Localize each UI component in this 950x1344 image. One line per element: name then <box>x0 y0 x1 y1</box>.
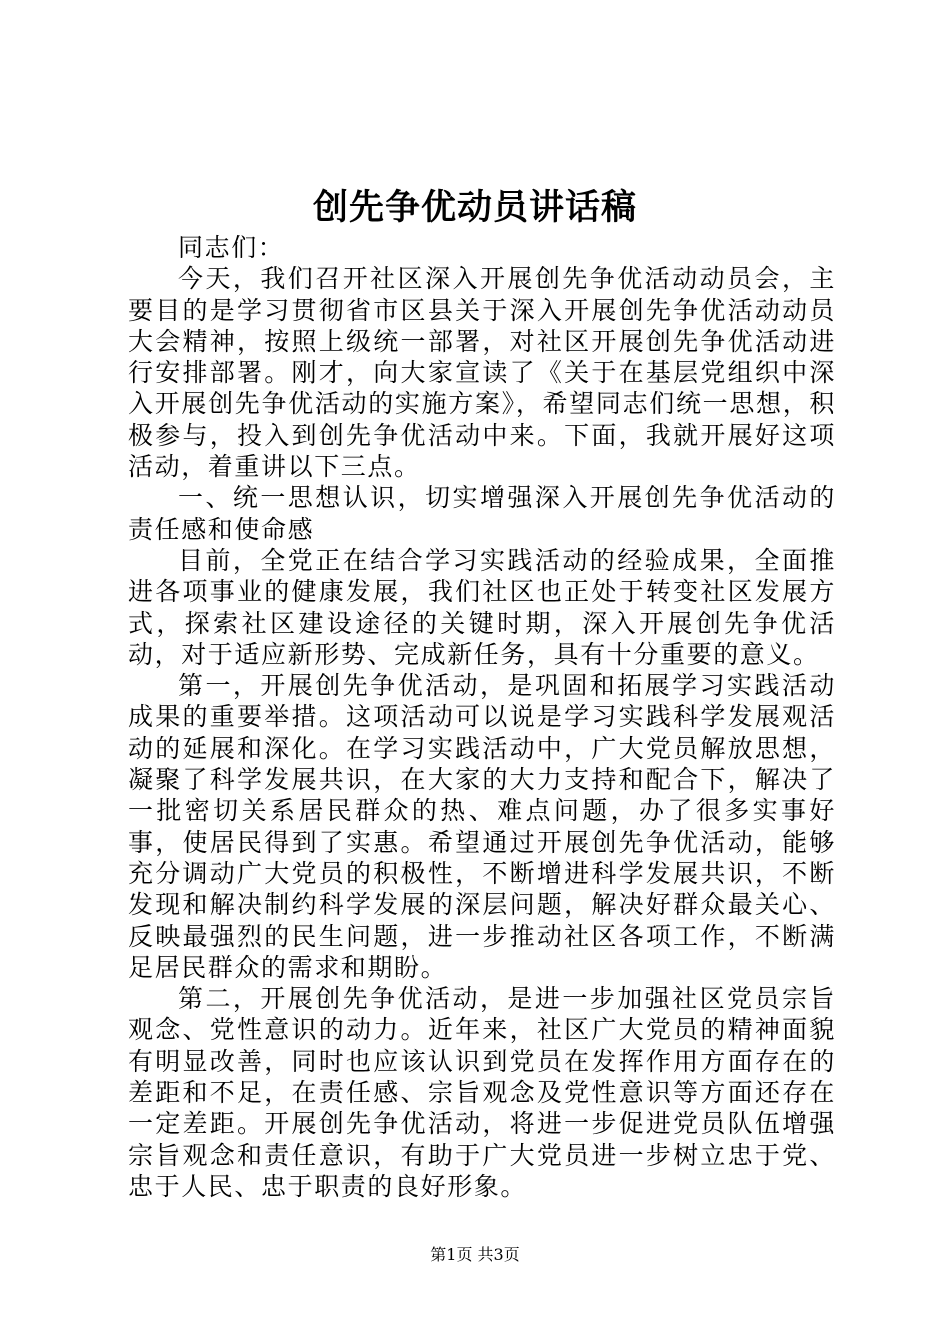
paragraph-point-2: 第二，开展创先争优活动，是进一步加强社区党员宗旨观念、党性意识的动力。近年来，社区广大党员的精神面貌有明显改善，同时也应该认识到党员在发挥作用方面存在的差距和不足，在责任感、宗旨观念及党性意识等方面还存在一定差距。开展创先争优活动，将进一步促进党员队伍增强宗旨观念和责任意识，有助于广大党员进一步树立忠于党、忠于人民、忠于职责的良好形象。 <box>128 984 836 1201</box>
paragraph-intro: 今天，我们召开社区深入开展创先争优活动动员会，主要目的是学习贯彻省市区县关于深入开展创先争优活动动员大会精神，按照上级统一部署，对社区开展创先争优活动进行安排部署。刚才，向大家宣读了《关于在基层党组织中深入开展创先争优活动的实施方案》，希望同志们统一思想，积极参与，投入到创先争优活动中来。下面，我就开展好这项活动，着重讲以下三点。 <box>128 264 836 482</box>
paragraph-context: 目前，全党正在结合学习实践活动的经验成果，全面推进各项事业的健康发展，我们社区也正处于转变社区发展方式，探索社区建设途径的关键时期，深入开展创先争优活动，对于适应新形势、完成新任务，具有十分重要的意义。 <box>128 545 836 669</box>
page-number-footer: 第1页 共3页 <box>430 1245 520 1264</box>
document-title: 创先争优动员讲话稿 <box>312 187 637 228</box>
paragraph-point-1: 第一，开展创先争优活动，是巩固和拓展学习实践活动成果的重要举措。这项活动可以说是学习实践科学发展观活动的延展和深化。在学习实践活动中，广大党员解放思想，凝聚了科学发展共识，在大家的大力支持和配合下，解决了一批密切关系居民群众的热、难点问题，办了很多实事好事，使居民得到了实惠。希望通过开展创先争优活动，能够充分调动广大党员的积极性，不断增进科学发展共识，不断发现和解决制约科学发展的深层问题，解决好群众最关心、反映最强烈的民生问题，进一步推动社区各项工作，不断满足居民群众的需求和期盼。 <box>128 671 836 982</box>
document-body <box>128 232 836 1202</box>
salutation: 同志们： <box>178 233 285 262</box>
section-heading-1: 一、统一思想认识，切实增强深入开展创先争优活动的责任感和使命感 <box>128 483 836 544</box>
